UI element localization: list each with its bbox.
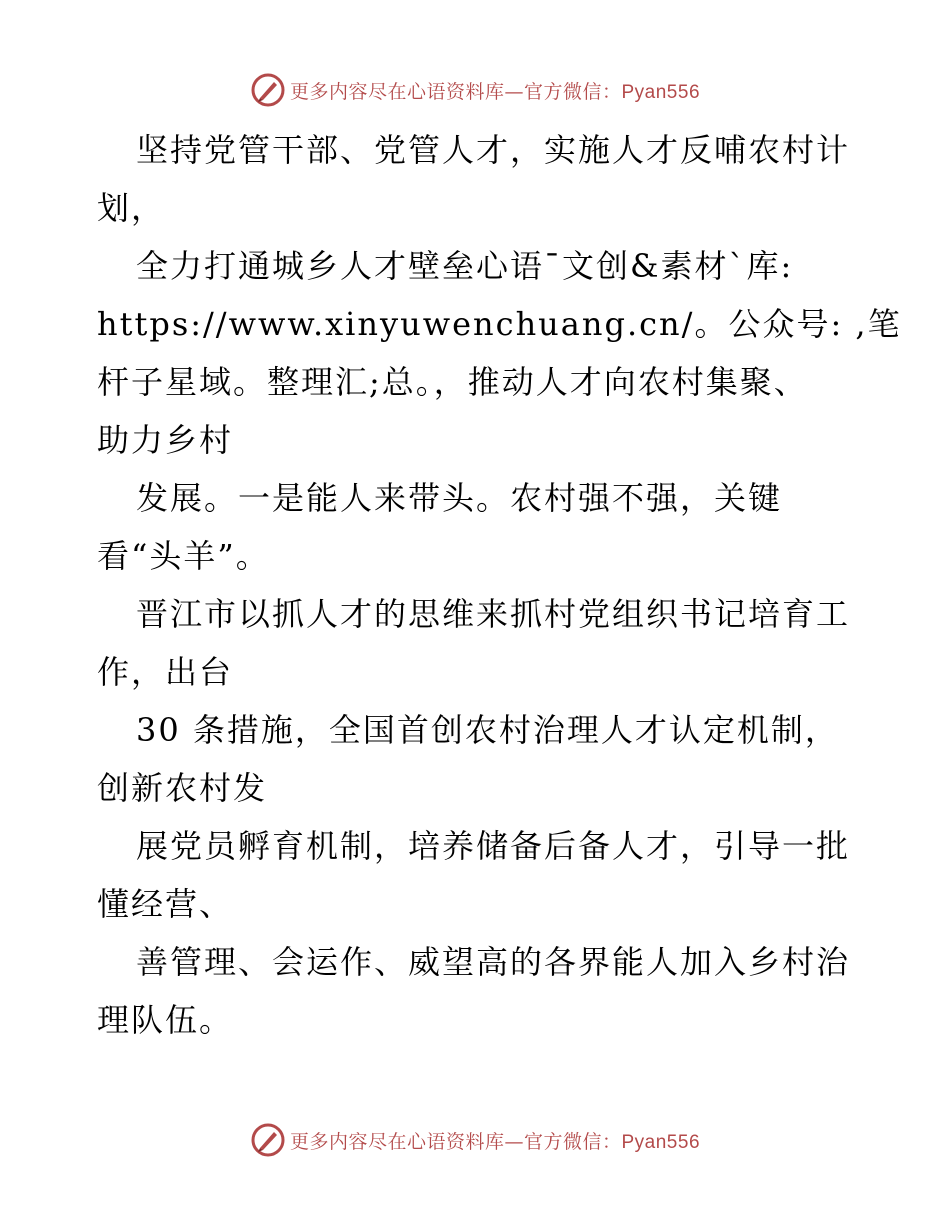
text-line: 作，出台 [97,653,234,691]
pen-logo-icon [250,72,286,108]
text-line: 助力乡村 [97,421,234,459]
text-line: 发展。一是能人来带头。农村强不强，关键 [136,479,783,517]
text-line: 全力打通城乡人才壁垒心语¯文创&素材`库: [136,247,794,285]
pen-logo-icon [250,1122,286,1158]
footer-banner [0,1120,950,1160]
text-line: 杆子星域。整理汇;总。，推动人才向农村集聚、 [97,363,808,401]
text-line: 展党员孵育机制，培养储备后备人才，引导一批 [136,827,851,865]
text-line: 坚持党管干部、党管人才，实施人才反哺农村计 [136,131,851,169]
text-line: 30 条措施，全国首创农村治理人才认定机制， [136,711,839,749]
text-line: 善管理、会运作、威望高的各界能人加入乡村治 [136,943,851,981]
text-line: 创新农村发 [97,769,268,807]
text-line: 划， [97,189,166,227]
text-line: https://www.xinyuwenchuang.cn/。公众号: ,笔 [97,305,902,343]
text-line: 晋江市以抓人才的思维来抓村党组织书记培育工 [136,595,851,633]
text-line: 看“头羊”。 [97,537,270,575]
text-line: 懂经营、 [97,885,234,923]
footer-banner-text: 更多内容尽在心语资料库—官方微信：Pyan556 [289,1130,701,1153]
text-line: 理队伍。 [97,1001,234,1039]
header-banner [0,70,950,110]
header-banner-text: 更多内容尽在心语资料库—官方微信：Pyan556 [289,80,701,103]
